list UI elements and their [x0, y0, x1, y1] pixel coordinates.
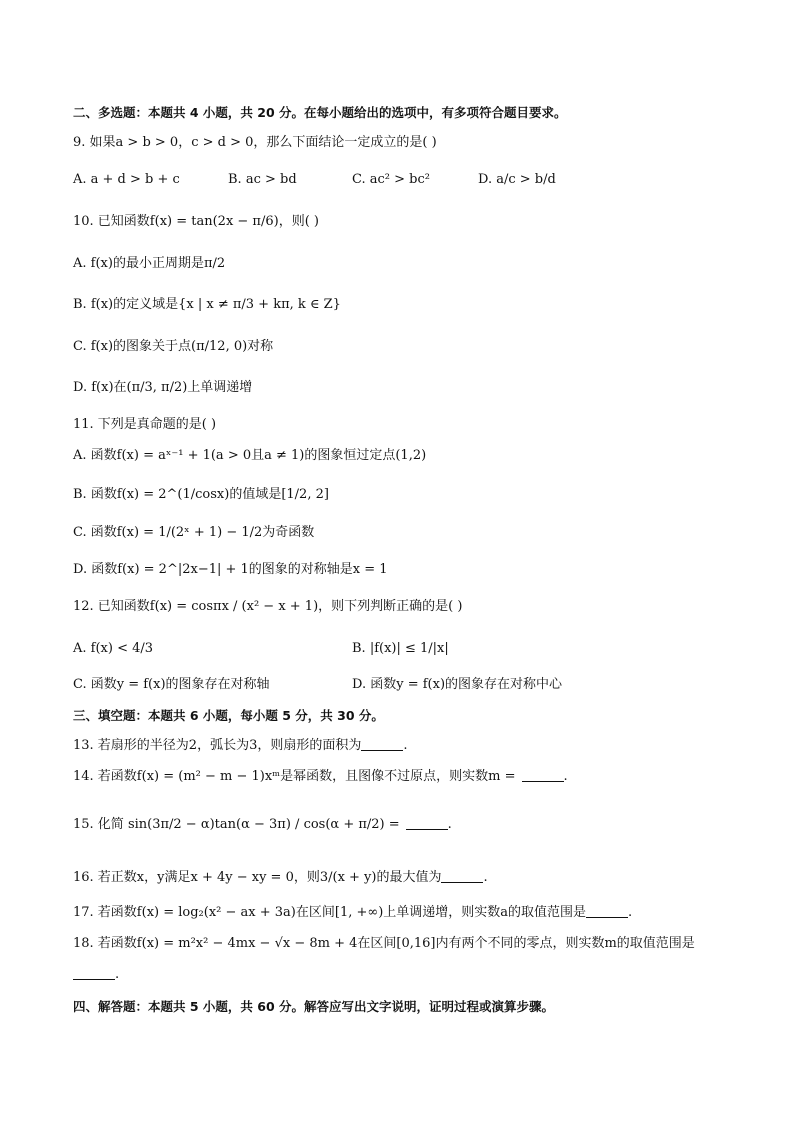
- question-12-option-c: C. 函数y = f(x)的图象存在对称轴: [73, 677, 270, 692]
- question-18: 18. 若函数f(x) = m²x² − 4mx − √x − 8m + 4在区间[0,16]内有两个不同的零点，则实数m的取值范围是: [73, 936, 695, 951]
- question-11-stem: 11. 下列是真命题的是( ): [73, 417, 217, 432]
- question-12-option-b: B. |f(x)| ≤ 1/|x|: [352, 641, 449, 656]
- question-10-option-c: C. f(x)的图象关于点(π/12, 0)对称: [73, 339, 274, 354]
- section-heading-multiple-choice: 二、多选题：本题共 4 小题，共 20 分。在每小题给出的选项中，有多项符合题目要求。: [73, 105, 567, 120]
- question-12-stem: 12. 已知函数f(x) = cosπx / (x² − x + 1)，则下列判断正确的是( ): [73, 599, 463, 614]
- question-11-option-a: A. 函数f(x) = aˣ⁻¹ + 1(a > 0且a ≠ 1)的图象恒过定点(1,2): [73, 448, 427, 463]
- question-10-option-d: D. f(x)在(π/3, π/2)上单调递增: [73, 380, 253, 395]
- question-9-option-a: A. a + d > b + c: [73, 172, 180, 187]
- question-13-text: 13. 若扇形的半径为2，弧长为3，则扇形的面积为: [73, 738, 362, 753]
- section-heading-free-response: 四、解答题：本题共 5 小题，共 60 分。解答应写出文字说明，证明过程或演算步骤。: [73, 999, 555, 1014]
- question-12-option-a: A. f(x) < 4/3: [73, 641, 154, 656]
- answer-blank[interactable]: [406, 817, 448, 830]
- period: .: [115, 967, 120, 982]
- question-10-option-b: B. f(x)的定义域是{x | x ≠ π/3 + kπ, k ∈ Z}: [73, 297, 341, 312]
- question-18-answer-line: [73, 966, 119, 984]
- answer-blank[interactable]: [441, 870, 483, 883]
- period: .: [447, 817, 452, 832]
- question-9-option-c: C. ac² > bc²: [352, 172, 430, 187]
- section-heading-fill-in: 三、填空题：本题共 6 小题，每小题 5 分，共 30 分。: [73, 708, 384, 723]
- period: .: [483, 870, 488, 885]
- question-12-option-d: D. 函数y = f(x)的图象存在对称中心: [352, 677, 563, 692]
- question-9-option-b: B. ac > bd: [228, 172, 297, 187]
- question-15-text: 15. 化简 sin(3π/2 − α)tan(α − 3π) / cos(α + π/2) =: [73, 817, 400, 832]
- question-11-option-d: D. 函数f(x) = 2^|2x−1| + 1的图象的对称轴是x = 1: [73, 562, 388, 577]
- question-16-text: 16. 若正数x，y满足x + 4y − xy = 0，则3/(x + y)的最大值为: [73, 870, 442, 885]
- period: .: [563, 769, 568, 784]
- question-9-option-d: D. a/c > b/d: [478, 172, 556, 187]
- question-16: [73, 869, 488, 887]
- question-10-option-a: A. f(x)的最小正周期是π/2: [73, 256, 226, 271]
- question-11-option-b: B. 函数f(x) = 2^(1/cosx)的值域是[1/2, 2]: [73, 487, 329, 502]
- question-14-text: 14. 若函数f(x) = (m² − m − 1)xᵐ是幂函数，且图像不过原点，则实数m =: [73, 769, 516, 784]
- question-15: [73, 816, 452, 834]
- period: .: [403, 738, 408, 753]
- answer-blank[interactable]: [73, 967, 115, 980]
- question-10-stem: 10. 已知函数f(x) = tan(2x − π/6)，则( ): [73, 214, 319, 229]
- answer-blank[interactable]: [522, 769, 564, 782]
- question-11-option-c: C. 函数f(x) = 1/(2ˣ + 1) − 1/2为奇函数: [73, 525, 315, 540]
- question-13: [73, 737, 408, 755]
- question-14: [73, 768, 568, 786]
- question-17: [73, 904, 632, 922]
- period: .: [628, 905, 633, 920]
- question-17-text: 17. 若函数f(x) = log₂(x² − ax + 3a)在区间[1, +∞)上单调递增，则实数a的取值范围是: [73, 905, 587, 920]
- question-9-stem: 9. 如果a > b > 0，c > d > 0，那么下面结论一定成立的是( ): [73, 135, 437, 150]
- answer-blank[interactable]: [361, 738, 403, 751]
- answer-blank[interactable]: [586, 905, 628, 918]
